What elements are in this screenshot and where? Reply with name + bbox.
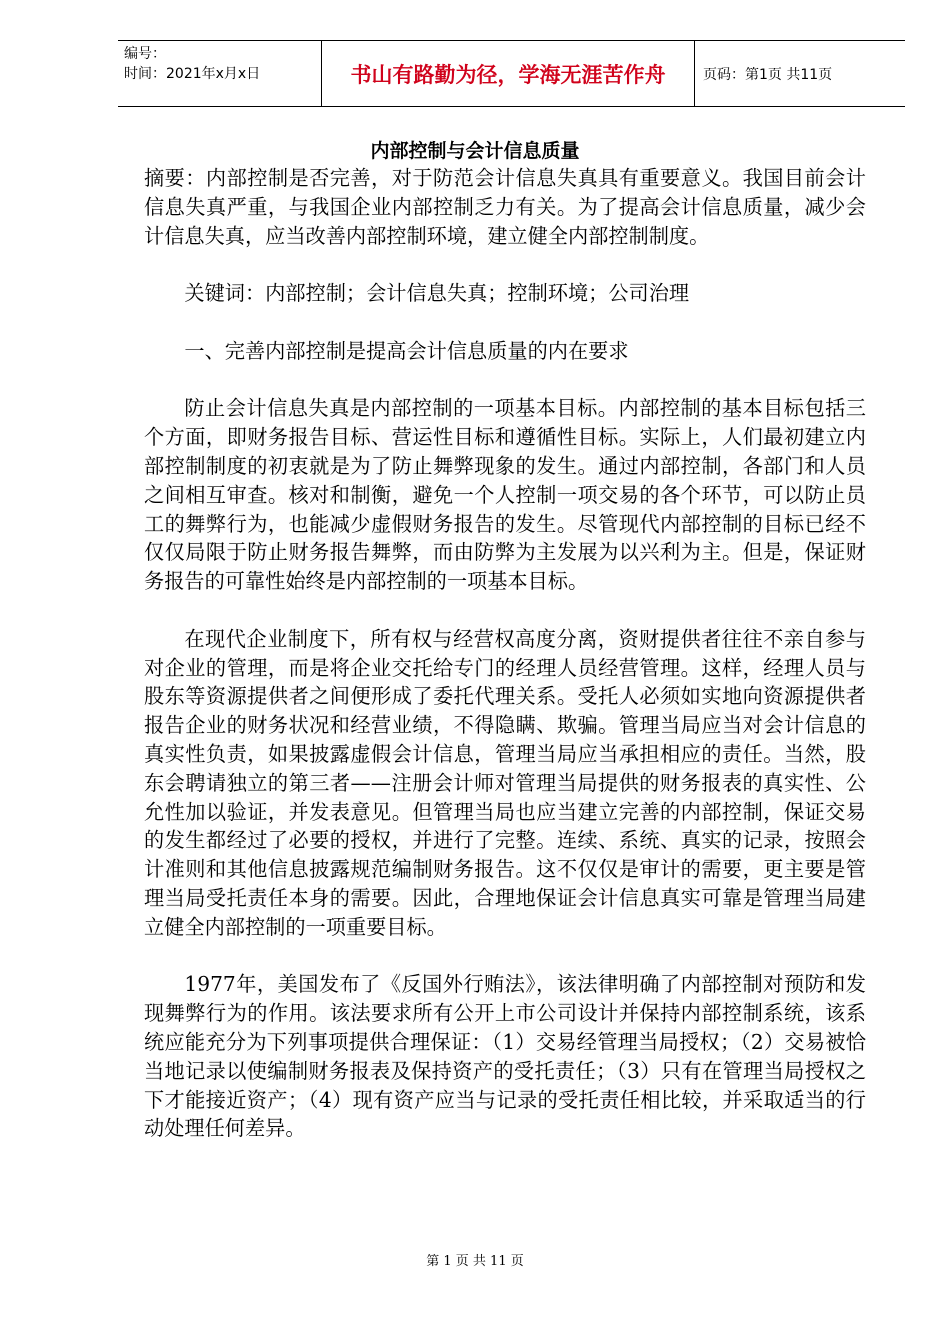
document-title: 内部控制与会计信息质量 <box>370 140 580 162</box>
header-table <box>118 40 905 107</box>
section-heading: 一、完善内部控制是提高会计信息质量的内在要求 <box>184 338 629 363</box>
document-number-label: 编号： <box>124 46 166 62</box>
keywords-paragraph: 关键词：内部控制；会计信息失真；控制环境；公司治理 <box>184 281 690 306</box>
abstract-paragraph: 摘要：内部控制是否完善，对于防范会计信息失真具有重要意义。我国目前会计信息失真严重，与我国企业内部控制乏力有关。为了提高会计信息质量，减少会计信息失真，应当改善内部控制环境，建立健全内部控制制度。 <box>144 166 866 248</box>
page-footer: 第 1 页 共 11 页 <box>426 1254 524 1269</box>
body-paragraph: 防止会计信息失真是内部控制的一项基本目标。内部控制的基本目标包括三个方面，即财务报告目标、营运性目标和遵循性目标。实际上，人们最初建立内部控制制度的初衷就是为了防止舞弊现象的发生。通过内部控制，各部门和人员之间相互审查。核对和制衡，避免一个人控制一项交易的各个环节，可以防止员工的舞弊行为，也能减少虚假财务报告的发生。尽管现代内部控制的目标已经不仅仅局限于防止财务报告舞弊，而由防弊为主发展为以兴利为主。但是，保证财务报告的可靠性始终是内部控制的一项基本目标。 <box>144 396 866 594</box>
document-time-label: 时间：2021年x月x日 <box>124 66 261 82</box>
body-paragraph: 1977年，美国发布了《反国外行贿法》，该法律明确了内部控制对预防和发现舞弊行为的作用。该法要求所有公开上市公司设计并保持内部控制系统，该系统应能充分为下列事项提供合理保证：（1）交易经管理当局授权；（2）交易被恰当地记录以使编制财务报表及保持资产的受托责任；（3）只有在管理当局授权之下才能接近资产；（4）现有资产应当与记录的受托责任相比较，并采取适当的行动处理任何差异。 <box>144 972 866 1141</box>
header-page-info: 页码：第1页 共11页 <box>695 41 906 107</box>
header-motto: 书山有路勤为径，学海无涯苦作舟 <box>322 41 695 107</box>
document-body <box>144 164 866 1172</box>
header-meta <box>118 41 322 107</box>
body-paragraph: 在现代企业制度下，所有权与经营权高度分离，资财提供者往往不亲自参与对企业的管理，而是将企业交托给专门的经理人员经营管理。这样，经理人员与股东等资源提供者之间便形成了委托代理关系。受托人必须如实地向资源提供者报告企业的财务状况和经营业绩，不得隐瞒、欺骗。管理当局应当对会计信息的真实性负责，如果披露虚假会计信息，管理当局应当承担相应的责任。当然，股东会聘请独立的第三者——注册会计师对管理当局提供的财务报表的真实性、公允性加以验证，并发表意见。但管理当局也应当建立完善的内部控制，保证交易的发生都经过了必要的授权，并进行了完整。连续、系统、真实的记录，按照会计准则和其他信息披露规范编制财务报告。这不仅仅是审计的需要，更主要是管理当局受托责任本身的需要。因此，合理地保证会计信息真实可靠是管理当局建立健全内部控制的一项重要目标。 <box>144 626 866 939</box>
